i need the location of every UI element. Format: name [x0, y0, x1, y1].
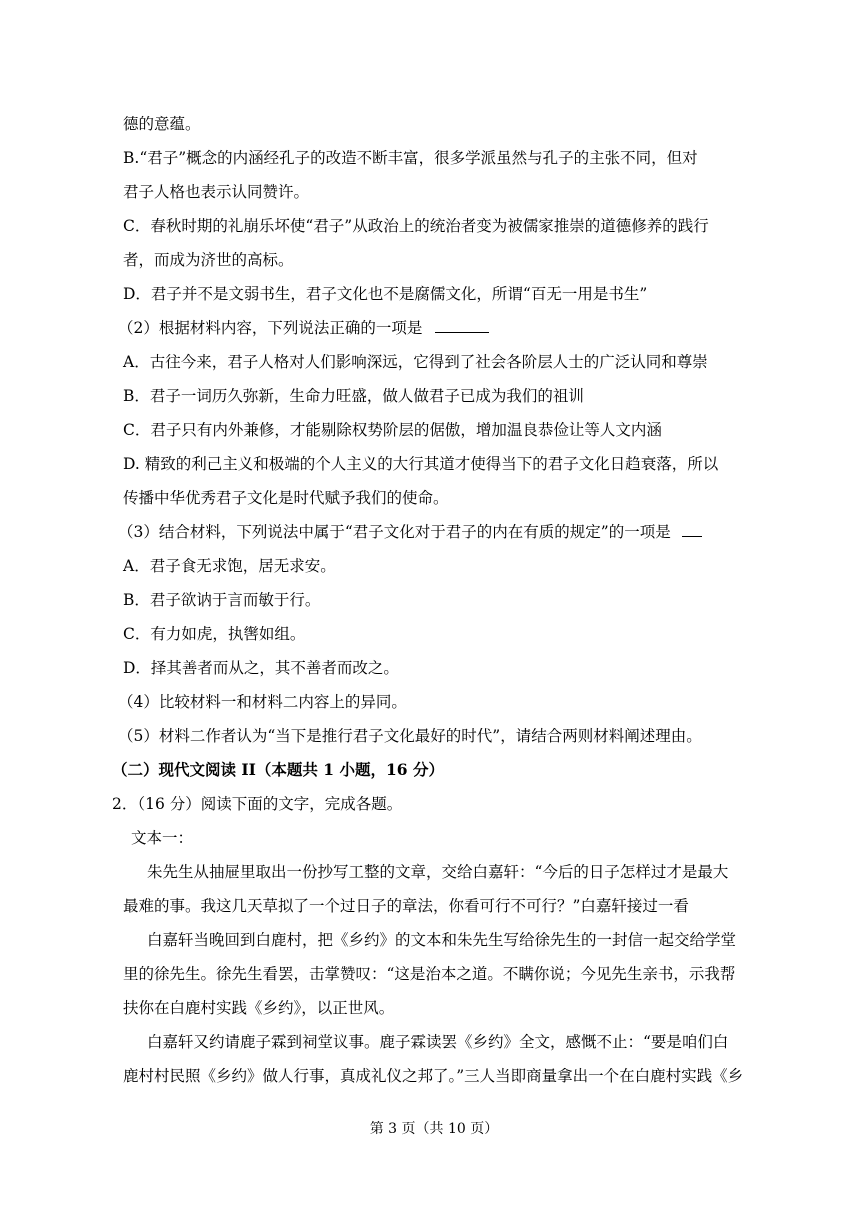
paragraph-line: 朱先生从抽屉里取出一份抄写工整的文章，交给白嘉轩：“今后的日子怎样过才是最大: [147, 863, 729, 881]
option-c: C．春秋时期的礼崩乐坏使“君子”从政治上的统治者变为被儒家推崇的道德修养的践行: [123, 217, 709, 235]
option-d: D．择其善者而从之，其不善者而改之。: [123, 659, 399, 677]
question-2-text: （2）根据材料内容，下列说法正确的一项是: [118, 319, 423, 337]
paragraph-line: 白嘉轩当晚回到白鹿村，把《乡约》的文本和朱先生写给徐先生的一封信一起交给学堂: [147, 931, 737, 949]
option-d: D. 精致的利己主义和极端的个人主义的大行其道才使得当下的君子文化日趋衰落，所以: [123, 455, 719, 473]
option-a: A．君子食无求饱，居无求安。: [123, 557, 336, 575]
question-3-text: （3）结合材料，下列说法中属于“君子文化对于君子的内在有质的规定”的一项是: [118, 523, 671, 541]
option-c: C．君子只有内外兼修，才能剔除权势阶层的倨傲，增加温良恭俭让等人文内涵: [123, 421, 662, 439]
section-heading: （二）现代文阅读 II（本题共 1 小题，16 分）: [112, 760, 444, 779]
text-line: 德的意蕴。: [123, 115, 201, 133]
paragraph-line: 鹿村村民照《乡约》做人行事，真成礼仪之邦了。”三人当即商量拿出一个在白鹿村实践《乡: [123, 1067, 744, 1085]
option-d: D．君子并不是文弱书生，君子文化也不是腐儒文化，所谓“百无一用是书生”: [123, 285, 648, 303]
question-2-heading: 2．（16 分）阅读下面的文字，完成各题。: [112, 795, 403, 813]
question-2: [118, 318, 738, 338]
page-footer: 第 3 页（共 10 页）: [369, 1121, 499, 1137]
option-b: B．君子欲讷于言而敏于行。: [123, 591, 321, 609]
answer-blank: [435, 318, 489, 333]
paragraph-line: 最难的事。我这几天草拟了一个过日子的章法，你看可行不可行？”白嘉轩接过一看: [123, 897, 689, 915]
option-b: B．君子一词历久弥新，生命力旺盛，做人做君子已成为我们的祖训: [123, 387, 584, 405]
question-3: [118, 522, 738, 542]
text-label: 文本一：: [131, 829, 194, 847]
option-c: C．有力如虎，执辔如组。: [123, 625, 306, 643]
question-4: （4）比较材料一和材料二内容上的异同。: [118, 693, 407, 711]
paragraph-line: 白嘉轩又约请鹿子霖到祠堂议事。鹿子霖读罢《乡约》全文，感慨不止：“要是咱们白: [147, 1033, 729, 1051]
question-5: （5）材料二作者认为“当下是推行君子文化最好的时代”，请结合两则材料阐述理由。: [118, 727, 702, 745]
answer-blank: [682, 522, 702, 537]
option-b: B.“君子”概念的内涵经孔子的改造不断丰富，很多学派虽然与孔子的主张不同，但对: [123, 149, 698, 167]
text-line: 者，而成为济世的高标。: [123, 251, 294, 269]
option-a: A．古往今来，君子人格对人们影响深远，它得到了社会各阶层人士的广泛认同和尊崇: [123, 353, 708, 371]
text-line: 传播中华优秀君子文化是时代赋予我们的使命。: [123, 489, 449, 507]
text-line: 君子人格也表示认同赞许。: [123, 183, 310, 201]
paragraph-line: 扶你在白鹿村实践《乡约》，以正世风。: [123, 999, 395, 1017]
paragraph-line: 里的徐先生。徐先生看罢，击掌赞叹：“这是治本之道。不瞒你说；今见先生亲书，示我帮: [123, 965, 736, 983]
